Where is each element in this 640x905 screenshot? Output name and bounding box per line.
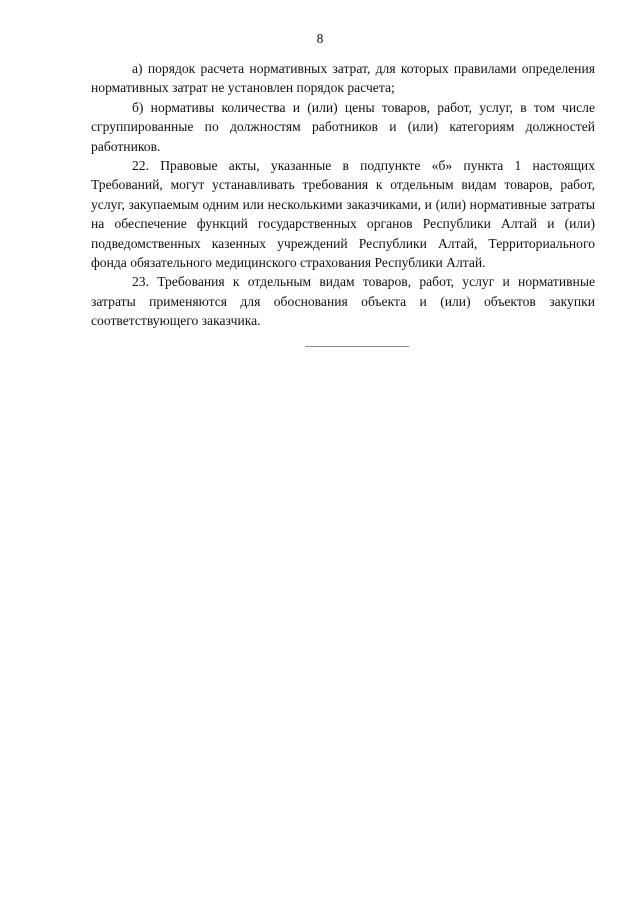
end-of-text-divider (305, 346, 409, 347)
paragraph-item-a: а) порядок расчета нормативных затрат, для которых правилами определения нормативных затрат не установлен порядок расчета; (91, 61, 595, 96)
paragraph-clause-22: 22. Правовые акты, указанные в подпункте «б» пункта 1 настоящих Требований, могут устанавливать требования к отдельным видам товаров, работ, услуг, закупаемым одним или несколькими заказчиками, и (или) нормативные затраты на обеспечение функций государственных органов Республики Алтай и (или) подведомственных казенных учреждений Республики Алтай, Территориального фонда обязательного медицинского страхования Республики Алтай. (91, 158, 595, 271)
page-number: 8 (316, 31, 324, 46)
paragraph-clause-23: 23. Требования к отдельным видам товаров, работ, услуг и нормативные затраты применяются для обоснования объекта и (или) объектов закупки соответствующего заказчика. (91, 274, 595, 329)
document-body (91, 59, 595, 331)
paragraph-item-b: б) нормативы количества и (или) цены товаров, работ, услуг, в том числе сгруппированные по должностям работников и (или) категориям должностей работников. (91, 99, 595, 154)
